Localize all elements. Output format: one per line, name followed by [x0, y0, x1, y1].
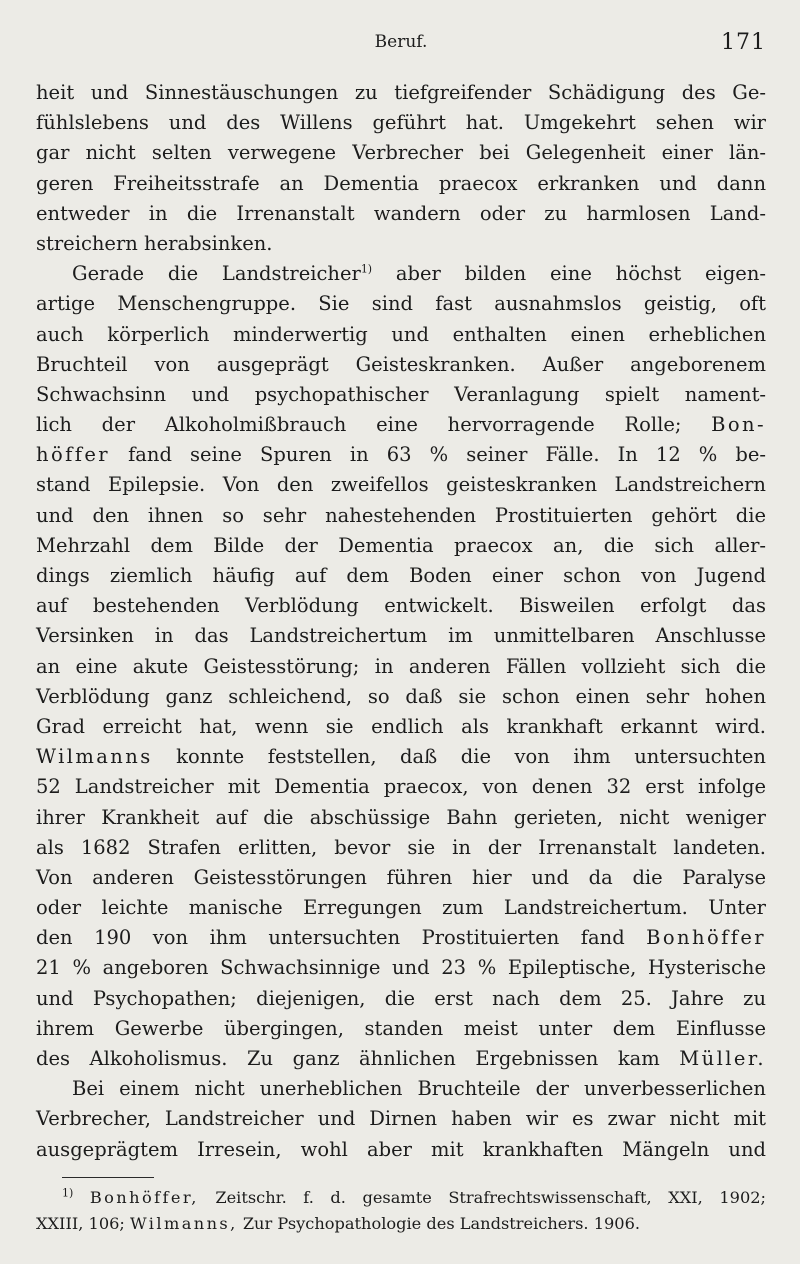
text-line: Versinken in das Landstreichertum im unmittelbaren Anschlusse [36, 624, 766, 648]
text-line: Mehrzahl dem Bilde der Dementia praecox an, die sich aller- [36, 533, 766, 557]
spaced-name: Müller. [679, 1047, 766, 1070]
text-line: und den ihnen so sehr nahestehenden Prostituierten gehört die [36, 503, 766, 527]
spaced-name: Bonhöffer [646, 926, 766, 950]
line-fragment: konnte feststellen, daß die von ihm untersuchten [176, 745, 766, 769]
line-fragment: Gerade die Landstreicher [72, 262, 361, 286]
footnote-ref: 1) [360, 262, 373, 276]
line-fragment: lich der Alkoholmißbrauch eine hervorragende Rolle; [36, 413, 682, 437]
text-line: Grad erreicht hat, wenn sie endlich als krankhaft erkannt wird. [36, 714, 766, 738]
text-line [36, 259, 766, 289]
text-line: ihrer Krankheit auf die abschüssige Bahn gerieten, nicht weniger [36, 805, 766, 829]
text-line: oder leichte manische Erregungen zum Landstreichertum. Unter [36, 896, 766, 920]
text-line: stand Epilepsie. Von den zweifellos geisteskranken Landstreichern [36, 473, 766, 497]
text-line: streichern herabsinken. [36, 231, 273, 255]
spaced-name: Bonhöffer, [89, 1188, 199, 1207]
text-line [36, 923, 766, 953]
text-line: 52 Landstreicher mit Dementia praecox, von denen 32 erst infolge [36, 775, 766, 799]
text-line: Bei einem nicht unerheblichen Bruchteile der unverbesserlichen [72, 1077, 766, 1101]
spaced-name: höffer [36, 443, 110, 467]
footnote-divider [62, 1177, 154, 1178]
text-line: Verbrecher, Landstreicher und Dirnen haben wir es zwar nicht mit [36, 1107, 766, 1131]
line-fragment: des Alkoholismus. Zu ganz ähnlichen Ergebnissen kam [36, 1047, 660, 1070]
text-line: Bruchteil von ausgeprägt Geisteskranken. Außer angeborenem [36, 352, 766, 376]
text-line: ihrem Gewerbe übergingen, standen meist unter dem Einflusse [36, 1016, 766, 1040]
text-line: an eine akute Geistesstörung; in anderen Fällen vollzieht sich die [36, 654, 766, 678]
line-fragment: den 190 von ihm untersuchten Prostituierten fand [36, 926, 625, 950]
footnotes [36, 1185, 766, 1237]
text-line: entweder in die Irrenanstalt wandern oder zu harmlosen Land- [36, 201, 766, 225]
text-line: dings ziemlich häufig auf dem Boden einer schon von Jugend [36, 564, 766, 587]
footnote-line [36, 1211, 766, 1237]
line-fragment: Zeitschr. f. d. gesamte Strafrechtswissenschaft, XXI, 1902; [215, 1188, 767, 1207]
text-line: Schwachsinn und psychopathischer Veranlagung spielt nament- [36, 382, 766, 406]
text-line: geren Freiheitsstrafe an Dementia praecox erkranken und dann [36, 171, 766, 195]
body-text [36, 78, 766, 1165]
text-line: auch körperlich minderwertig und enthalten einen erheblichen [36, 322, 766, 346]
spaced-name: Wilmanns [36, 745, 153, 769]
spaced-name: Wilmanns, [130, 1214, 238, 1233]
text-line [36, 440, 766, 470]
text-line: heit und Sinnestäuschungen zu tiefgreifender Schädigung des Ge- [36, 81, 766, 104]
text-line: gar nicht selten verwegene Verbrecher bei Gelegenheit einer län- [36, 141, 766, 165]
footnote-marker: 1) [62, 1186, 74, 1200]
running-head [36, 30, 766, 60]
text-line: Verblödung ganz schleichend, so daß sie schon einen sehr hohen [36, 684, 766, 708]
text-line: als 1682 Strafen erlitten, bevor sie in der Irrenanstalt landeten. [36, 835, 766, 859]
footnote-line [36, 1185, 766, 1211]
text-line [36, 410, 766, 440]
text-line: auf bestehenden Verblödung entwickelt. Bisweilen erfolgt das [36, 594, 766, 618]
page-number: 171 [721, 30, 766, 55]
text-line: ausgeprägtem Irresein, wohl aber mit krankhaften Mängeln und [36, 1137, 766, 1161]
text-line: 21 % angeboren Schwachsinnige und 23 % Epileptische, Hysterische [36, 956, 766, 980]
line-fragment: XXIII, 106; [36, 1214, 125, 1233]
line-fragment: Zur Psychopathologie des Landstreichers. 1906. [242, 1214, 641, 1233]
running-title: Beruf. [374, 32, 428, 52]
spaced-name: Bon- [711, 413, 766, 437]
text-line: Von anderen Geistesstörungen führen hier und da die Paralyse [36, 865, 766, 889]
text-line: und Psychopathen; diejenigen, die erst nach dem 25. Jahre zu [36, 986, 766, 1010]
text-line: artige Menschengruppe. Sie sind fast ausnahmslos geistig, oft [36, 292, 766, 316]
text-line: fühlslebens und des Willens geführt hat. Umgekehrt sehen wir [36, 111, 766, 135]
line-fragment: aber bilden eine höchst eigen- [395, 262, 766, 286]
line-fragment: fand seine Spuren in 63 % seiner Fälle. In 12 % be- [128, 443, 767, 467]
text-line [36, 742, 766, 772]
text-line [36, 1044, 766, 1074]
